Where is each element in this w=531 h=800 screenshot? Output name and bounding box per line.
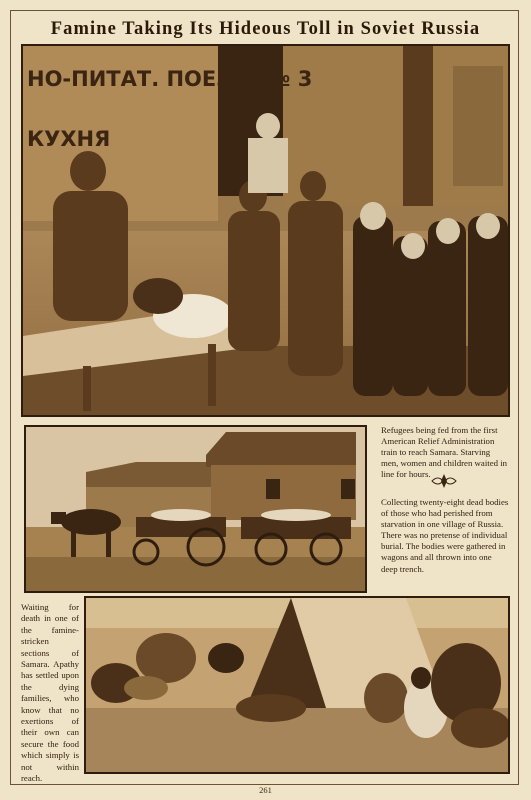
train-sign-line-2: КУХНЯ <box>27 127 111 151</box>
photo-village-wagons <box>24 425 367 593</box>
photo-relief-train <box>21 44 510 417</box>
page-headline: Famine Taking Its Hideous Toll in Soviet Russia <box>50 19 481 39</box>
photo-waiting-families-image <box>86 598 508 772</box>
train-sign-line-1: НО-ПИТАТ. ПОЕЗД. № 3 <box>27 67 313 91</box>
caption-dead-bodies: Collecting twenty-eight dead bodies of those who had perished from starvation in one village of Russia. There was no pretense of individual burial. The bodies were gathered in wagons and all thrown into one deep trench. <box>381 497 509 574</box>
caption-waiting-for-death: Waiting for death in one of the famine-stricken sections of Samara. Apathy has settled upon the dying families, who know that no exertions of their own can secure the food which simply is not within reach. <box>21 602 79 784</box>
photo-waiting-families <box>84 596 510 774</box>
caption-relief-train: Refugees being fed from the first American Relief Administration train to reach Samara. Starving men, women and children waited in line for hours. <box>381 425 508 480</box>
ornament-icon <box>430 472 458 490</box>
page-number: 261 <box>259 785 272 795</box>
photo-relief-train-image <box>23 46 508 415</box>
photo-village-wagons-image <box>26 427 365 591</box>
